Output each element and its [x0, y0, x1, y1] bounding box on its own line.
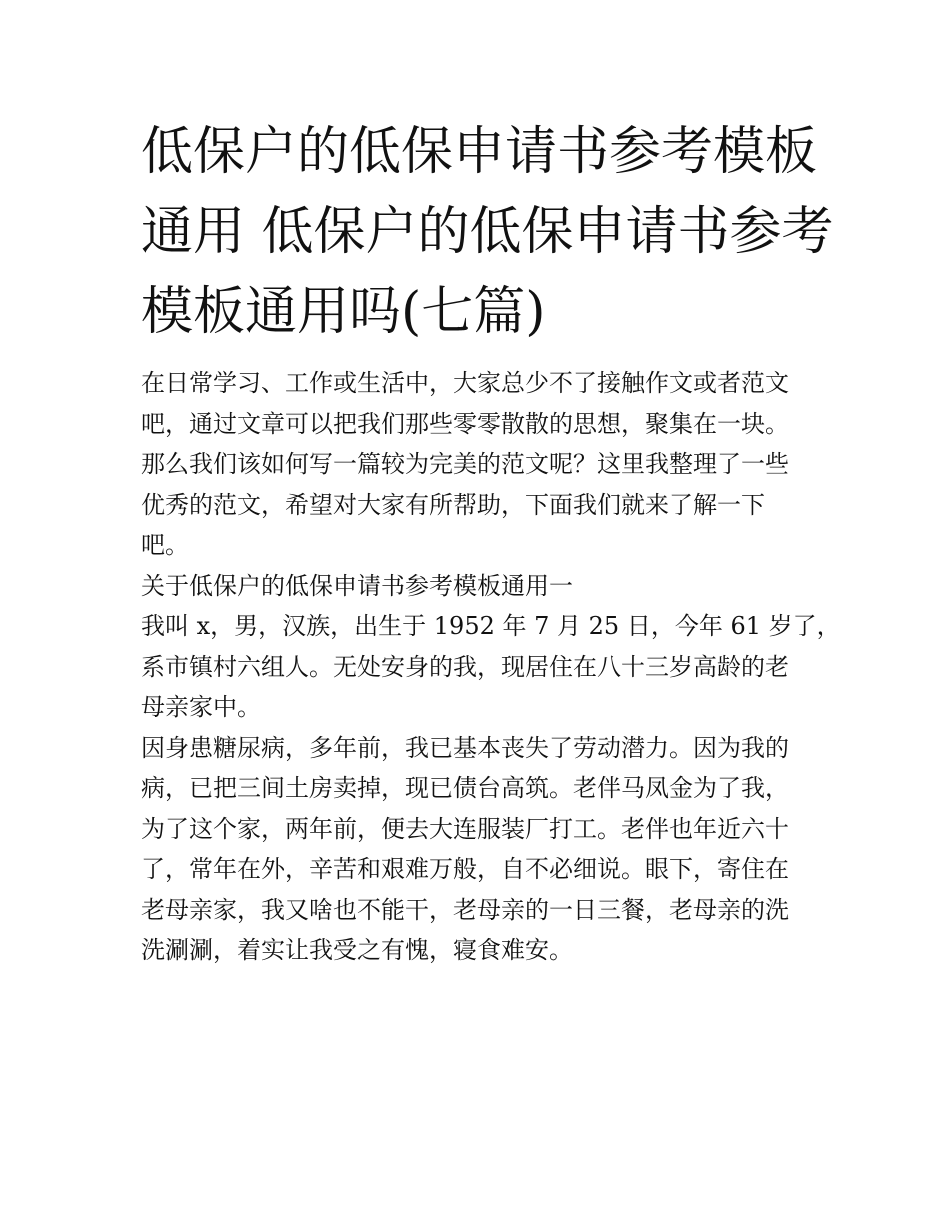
text-line: 了，常年在外，辛苦和艰难万般，自不必细说。眼下，寄住在: [141, 855, 789, 883]
text-line: 系市镇村六组人。无处安身的我，现居住在八十三岁高龄的老: [141, 652, 789, 681]
title-line: 低保户的低保申请书参考模板: [141, 122, 818, 182]
body-paragraph: [141, 606, 841, 728]
document-body: [141, 363, 841, 971]
text-line: 老母亲家，我又啥也不能干，老母亲的一日三餐，老母亲的洗: [141, 895, 789, 924]
text-line: 病，已把三间土房卖掉，现已债台高筑。老伴马凤金为了我，: [141, 774, 789, 802]
text-line: 因身患糖尿病，多年前，我已基本丧失了劳动潜力。因为我的: [141, 733, 789, 762]
body-paragraph: [141, 728, 821, 971]
text-line: 我叫 x，男，汉族，出生于 1952 年 7 月 25 日，今年 61 岁了，: [141, 612, 841, 640]
text-line: 吧。: [141, 531, 189, 559]
text-line: 在日常学习、工作或生活中，大家总少不了接触作文或者范文: [141, 369, 789, 397]
document-content: [141, 112, 841, 971]
text-line: 那么我们该如何写一篇较为完美的范文呢？这里我整理了一些: [141, 450, 789, 478]
title-line: 模板通用吗(七篇): [141, 282, 546, 342]
text-line: 优秀的范文，希望对大家有所帮助，下面我们就来了解一下: [141, 490, 765, 519]
text-line: 关于低保户的低保申请书参考模板通用一: [141, 571, 573, 600]
intro-paragraph: [141, 363, 821, 566]
title-line: 通用 低保户的低保申请书参考: [141, 202, 834, 262]
text-line: 洗涮涮，着实让我受之有愧，寝食难安。: [141, 936, 573, 964]
text-line: 母亲家中。: [141, 693, 261, 721]
text-line: 为了这个家，两年前，便去大连服装厂打工。老伴也年近六十: [141, 814, 789, 843]
document-title: [141, 112, 834, 352]
section-heading: [141, 566, 821, 607]
text-line: 吧，通过文章可以把我们那些零零散散的思想，聚集在一块。: [141, 409, 789, 438]
